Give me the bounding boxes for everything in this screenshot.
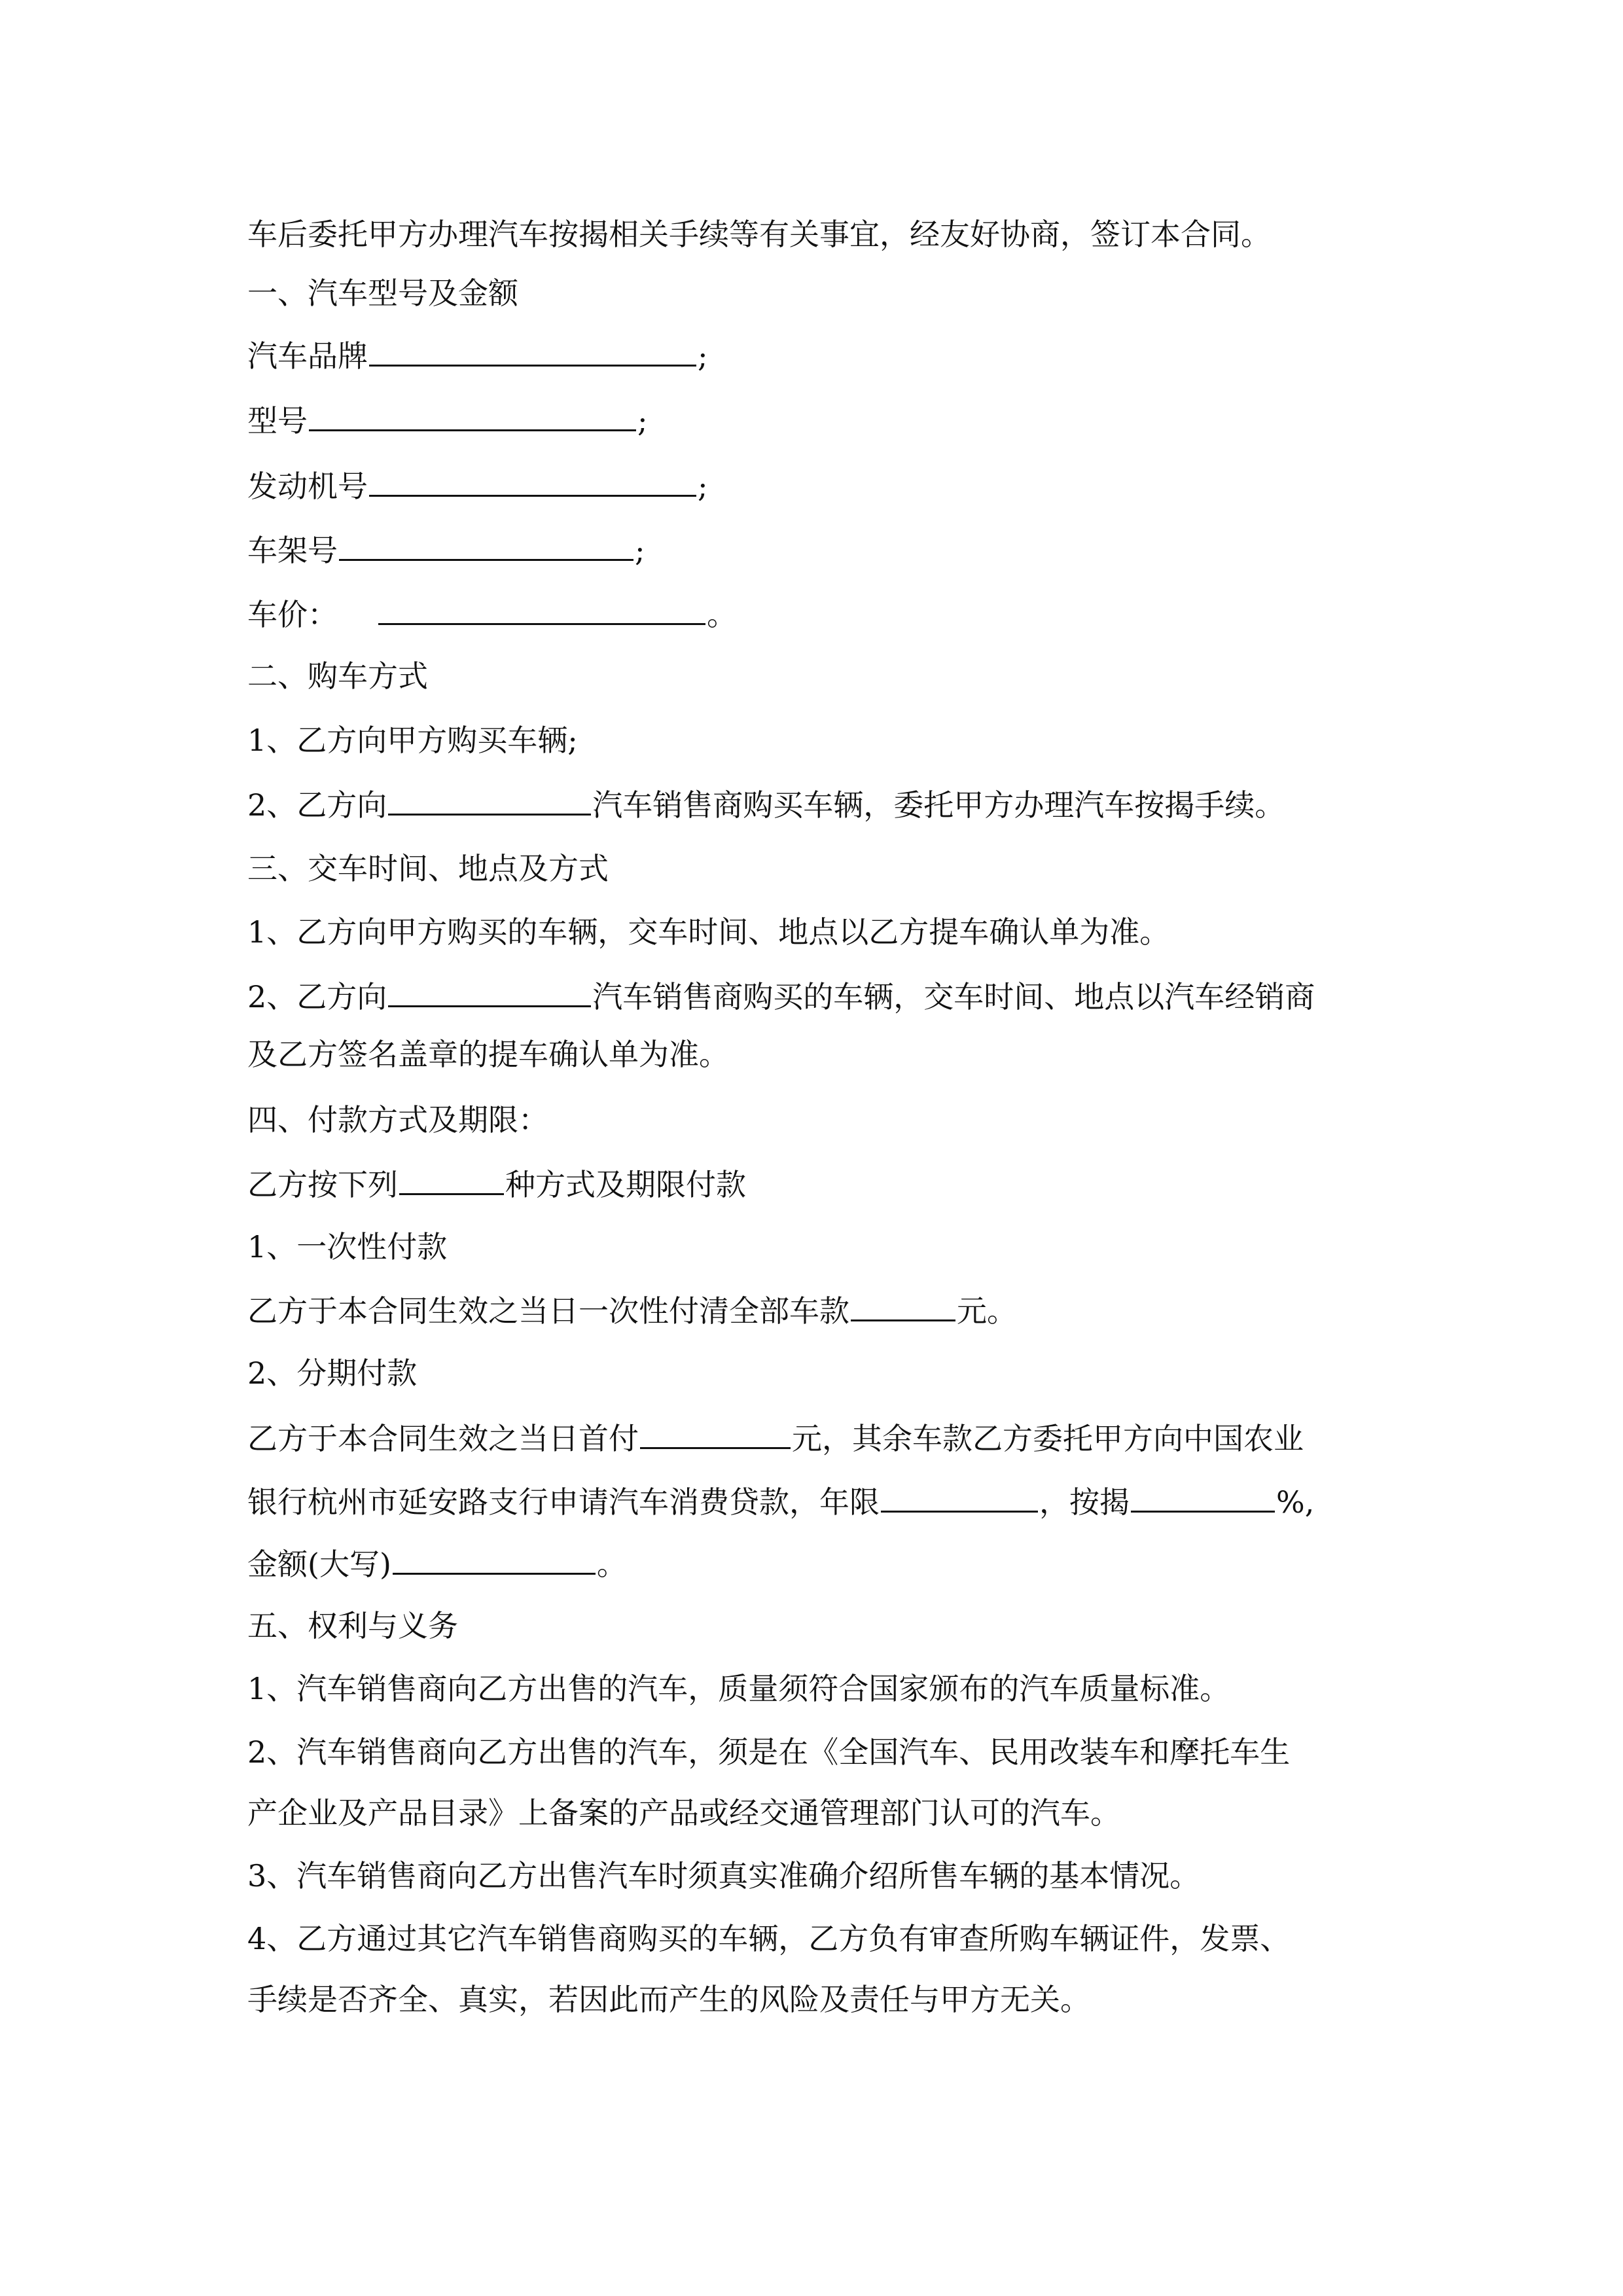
mortgage-rate-blank[interactable]	[1131, 1480, 1275, 1513]
section2-item2: 2、乙方向 汽车销售商购买车辆，委托甲方办理汽车按揭手续。	[247, 783, 1285, 823]
frame-row: 车架号 ;	[247, 529, 645, 568]
section1-heading: 一、汽车型号及金额	[247, 276, 518, 311]
section5-item4: 4、乙方通过其它汽车销售商购买的车辆，乙方负有审查所购车辆证件，发票、	[247, 1921, 1291, 1956]
price-blank[interactable]	[378, 593, 705, 625]
intro-text: 车后委托甲方办理汽车按揭相关手续等有关事宜，经友好协商，签订本合同。	[247, 217, 1271, 252]
section4-heading: 四、付款方式及期限：	[247, 1102, 548, 1138]
lump-sum-row: 乙方于本合同生效之当日一次性付清全部车款 元。	[247, 1289, 1017, 1329]
dealer-blank-2[interactable]	[388, 975, 591, 1007]
brand-label: 汽车品牌	[247, 338, 368, 374]
model-row: 型号 ;	[247, 399, 648, 439]
brand-row: 汽车品牌 ;	[247, 334, 708, 374]
section3-item1: 1、乙方向甲方购买的车辆，交车时间、地点以乙方提车确认单为准。	[247, 914, 1170, 950]
section2-heading: 二、购车方式	[247, 658, 428, 694]
installment-heading: 2、分期付款	[247, 1355, 418, 1391]
installment-row-2: 银行杭州市延安路支行申请汽车消费贷款，年限 ，按揭 %,	[247, 1480, 1314, 1520]
method-choice-blank[interactable]	[399, 1163, 504, 1195]
engine-number-blank[interactable]	[369, 465, 696, 497]
model-blank[interactable]	[309, 399, 636, 431]
engine-label: 发动机号	[247, 469, 368, 504]
model-label: 型号	[247, 403, 308, 439]
section3-item2: 2、乙方向 汽车销售商购买的车辆，交车时间、地点以汽车经销商	[247, 975, 1315, 1014]
intro-paragraph	[247, 215, 1271, 254]
full-payment-amount-blank[interactable]	[851, 1289, 955, 1321]
installment-row-1: 乙方于本合同生效之当日首付 元，其余车款乙方委托甲方向中国农业	[247, 1417, 1304, 1456]
lump-sum-heading: 1、一次性付款	[247, 1229, 448, 1265]
frame-number-blank[interactable]	[339, 529, 633, 561]
price-row: 车价： 。	[247, 593, 737, 632]
section5-item2: 2、汽车销售商向乙方出售的汽车，须是在《全国汽车、民用改装车和摩托车生	[247, 1734, 1291, 1770]
section2-item1: 1、乙方向甲方购买车辆;	[247, 723, 578, 758]
frame-label: 车架号	[247, 533, 338, 568]
price-label: 车价：	[247, 597, 338, 632]
installment-row-3: 金额(大写) 。	[247, 1543, 627, 1582]
amount-in-words-blank[interactable]	[393, 1543, 596, 1575]
payment-method-row: 乙方按下列 种方式及期限付款	[247, 1163, 746, 1202]
brand-blank[interactable]	[369, 334, 696, 367]
section5-item3: 3、汽车销售商向乙方出售汽车时须真实准确介绍所售车辆的基本情况。	[247, 1858, 1200, 1893]
section3-heading: 三、交车时间、地点及方式	[247, 851, 609, 886]
section5-heading: 五、权利与义务	[247, 1608, 458, 1643]
down-payment-blank[interactable]	[640, 1417, 791, 1449]
section5-item4-continued: 手续是否齐全、真实，若因此而产生的风险及责任与甲方无关。	[247, 1982, 1090, 2017]
section3-item2-continued: 及乙方签名盖章的提车确认单为准。	[247, 1037, 729, 1072]
dealer-blank[interactable]	[388, 783, 591, 816]
section5-item1: 1、汽车销售商向乙方出售的汽车，质量须符合国家颁布的汽车质量标准。	[247, 1671, 1230, 1706]
engine-row: 发动机号 ;	[247, 465, 708, 504]
section5-item2-continued: 产企业及产品目录》上备案的产品或经交通管理部门认可的汽车。	[247, 1795, 1120, 1831]
loan-term-blank[interactable]	[881, 1480, 1038, 1513]
